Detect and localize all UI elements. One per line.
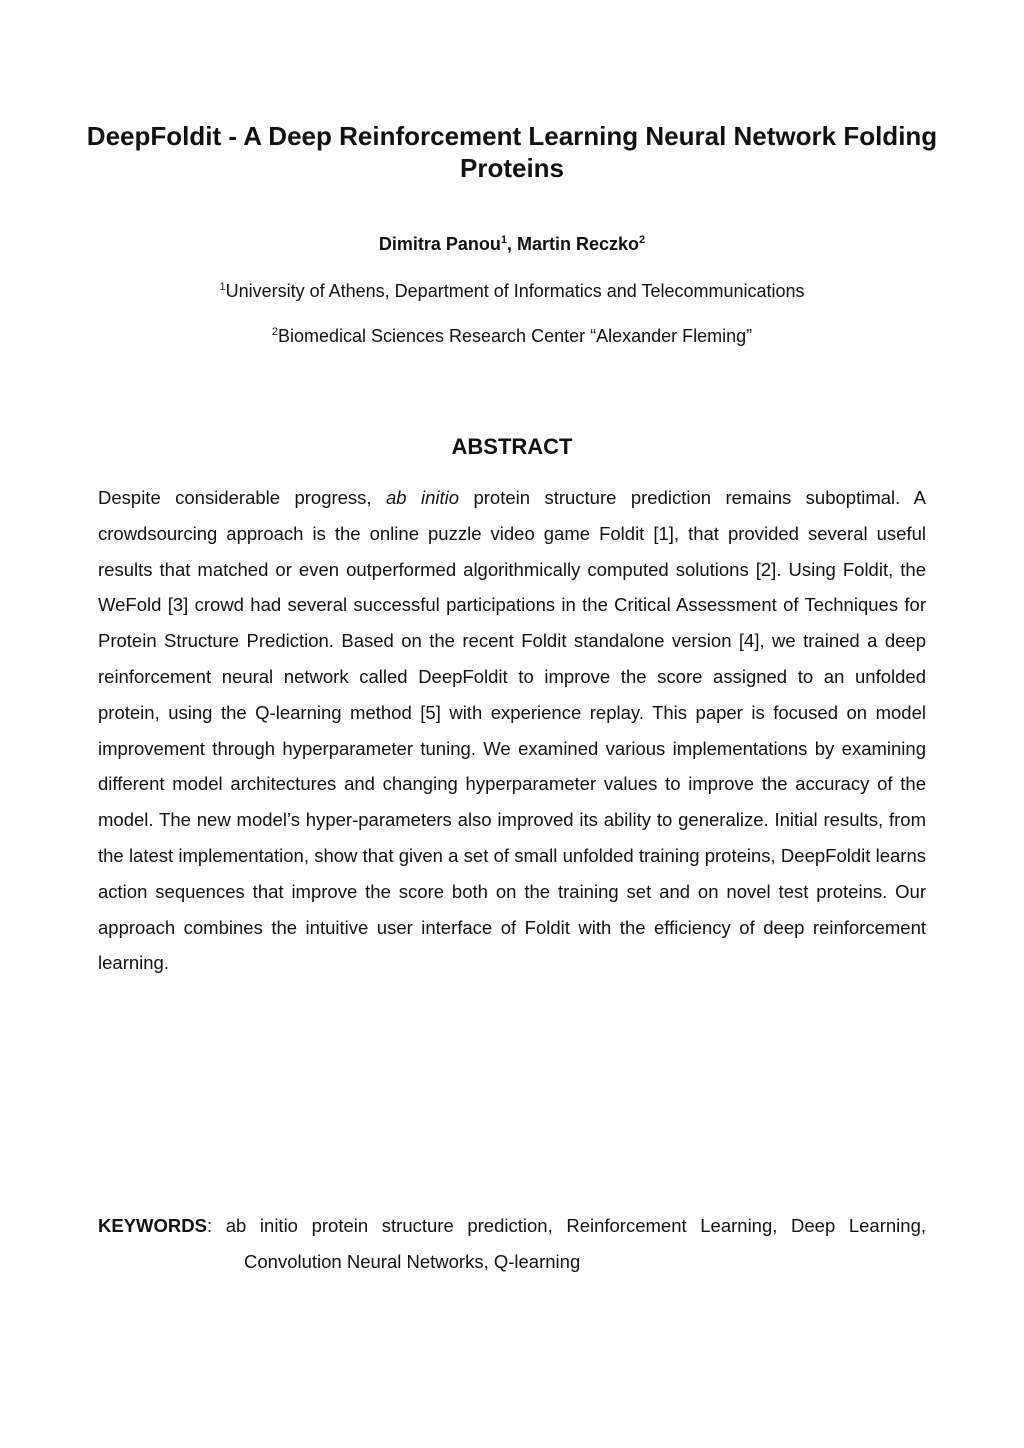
author-name: Dimitra Panou: [378, 234, 501, 254]
affiliation-2: [0, 324, 1024, 348]
affiliation-text: Biomedical Sciences Research Center “Alexander Fleming”: [277, 326, 753, 346]
abstract-italic-term: ab initio: [386, 487, 460, 508]
affiliation-text: University of Athens, Department of Informatics and Telecommunications: [225, 281, 805, 301]
author-name: Martin Reczko: [517, 234, 640, 254]
affiliation-mark: 2: [271, 326, 278, 338]
keywords-text: ab initio protein structure prediction, Reinforcement Learning, Deep Learning, Convolution Neural Networks, Q-learning: [225, 1215, 927, 1272]
affiliation-mark: 1: [219, 281, 226, 293]
abstract-text: [98, 480, 926, 981]
author-separator: ,: [506, 234, 517, 254]
abstract-heading: ABSTRACT: [451, 434, 573, 459]
affiliation-mark: 1: [500, 234, 507, 246]
paper-title: DeepFoldit - A Deep Reinforcement Learning Neural Network Folding Proteins: [86, 121, 938, 183]
affiliation-1: [0, 279, 1024, 303]
keywords-label: KEYWORDS: [98, 1215, 207, 1236]
affiliation-mark: 2: [639, 234, 646, 246]
keywords: [98, 1208, 926, 1280]
abstract-lead: Despite considerable progress,: [98, 487, 386, 508]
keywords-separator: :: [206, 1215, 226, 1236]
author-list: [0, 232, 1024, 256]
abstract-body: protein structure prediction remains suboptimal. A crowdsourcing approach is the online puzzle video game Foldit [1], that provided several useful results that matched or even outperformed algorithmically computed solutions [2]. Using Foldit, the WeFold [3] crowd had several successful participations in the Critical Assessment of Techniques for Protein Structure Prediction. Based on the recent Foldit standalone version [4], we trained a deep reinforcement neural network called DeepFoldit to improve the score assigned to an unfolded protein, using the Q-learning method [5] with experience replay. This paper is focused on model improvement through hyperparameter tuning. We examined various implementations by examining different model architectures and changing hyperparameter values to improve the accuracy of the model. The new model’s hyper-parameters also improved its ability to generalize. Initial results, from the latest implementation, show that given a set of small unfolded training proteins, DeepFoldit learns action sequences that improve the score both on the training set and on novel test proteins. Our approach combines the intuitive user interface of Foldit with the efficiency of deep reinforcement learning.: [98, 487, 927, 974]
